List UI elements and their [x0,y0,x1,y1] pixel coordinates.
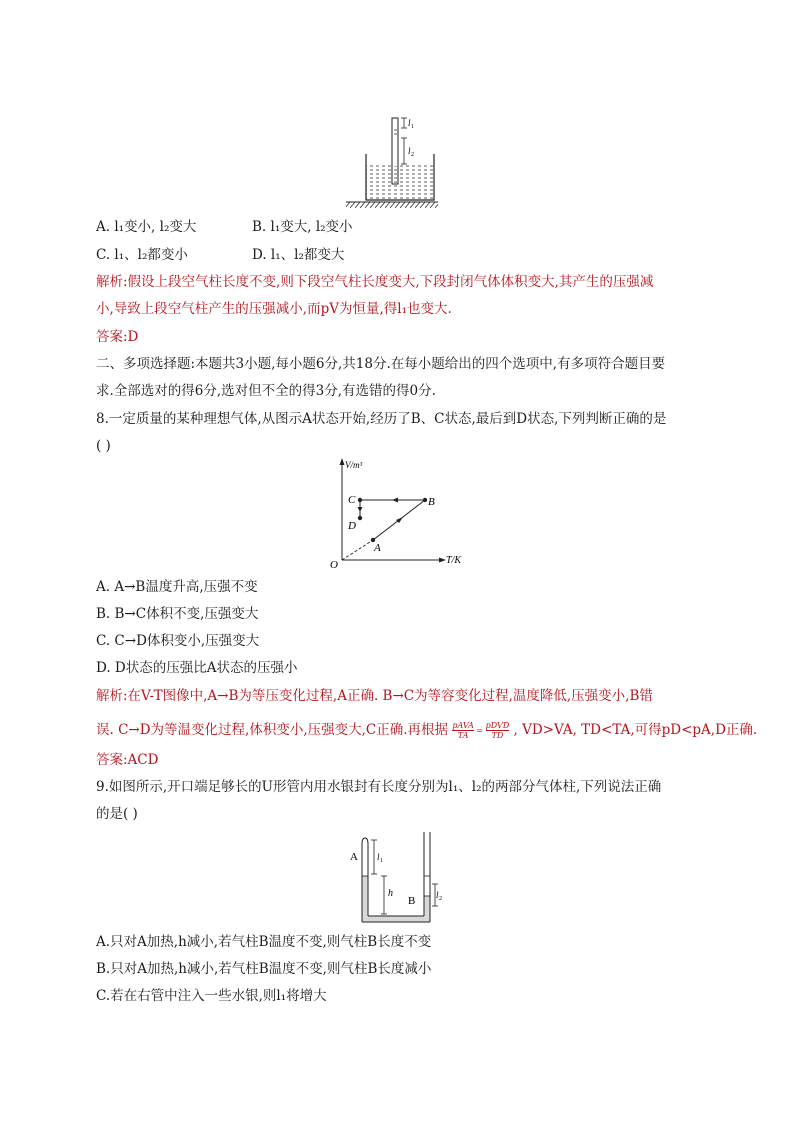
q8-point-b: B [428,496,435,508]
q9-option-b: B.只对A加热,h减小,若气柱B温度不变,则气柱B长度减小 [96,961,432,977]
q8-formula-right [486,721,510,740]
q8-formula-left [452,721,474,740]
q7-analysis-line1: 解析:假设上段空气柱长度不变,则下段空气柱长度变大,下段封闭气体体积变大,其产生的压强减 [96,274,654,290]
q9-l1-sub: 1 [380,858,383,864]
q7-option-d: D. l₁、l₂都变大 [252,247,345,263]
q9-l1-label: l [377,852,380,862]
q8-option-b: B. B→C体积不变,压强变大 [96,606,259,622]
q9-label-a: A [350,851,358,863]
q7-option-a: A. l₁变小, l₂变大 [96,219,197,235]
q8-option-c: C. C→D体积变小,压强变大 [96,633,260,649]
q8-analysis-line1: 解析:在V-T图像中,A→B为等压变化过程,A正确. B→C为等容变化过程,温度降低,压强变小,B错 [96,688,653,704]
q9-option-c: C.若在右管中注入一些水银,则l₁将增大 [96,988,327,1004]
q8-formula-left-num: pAVA [452,721,474,730]
q8-formula-left-den: TA [457,731,469,740]
q7-l2-label: l [408,146,411,156]
q8-answer: 答案:ACD [96,752,159,768]
q8-formula-eq: = [476,726,484,735]
q8-point-d: D [348,520,356,532]
q8-analysis-text: 误. C→D为等温变化过程,体积变小,压强变大,C正确.再根据 [96,722,449,738]
q7-l1-label: l [408,118,411,128]
section2-line2: 求.全部选对的得6分,选对但不全的得3分,有选错的得0分. [96,383,436,399]
q9-l2-sub: 2 [439,896,442,902]
q7-option-c: C. l₁、l₂都变小 [96,247,188,263]
section2-line1: 二、多项选择题:本题共3小题,每小题6分,共18分.在每小题给出的四个选项中,有多项符合题目要 [96,356,666,372]
q7-analysis-line2: 小,导致上段空气柱产生的压强减小,而pV为恒量,得l₁也变大. [96,301,452,317]
q8-xlabel: T/K [446,555,462,566]
q7-answer: 答案:D [96,329,139,345]
q9-l2-label: l [436,890,439,900]
q8-ylabel: V/m³ [345,460,363,470]
q8-option-d: D. D状态的压强比A状态的压强小 [96,660,298,676]
q8-formula-right-num: pDVD [485,721,510,730]
q8-formula-right-den: TD [491,731,504,740]
q9-h-label: h [388,888,393,899]
q9-option-a: A.只对A加热,h减小,若气柱B温度不变,则气柱B长度不变 [96,934,432,950]
q7-tube-figure [340,112,440,212]
q8-origin: O [330,559,338,571]
q8-option-a: A. A→B温度升高,压强不变 [96,579,258,595]
q7-option-b: B. l₁变大, l₂变小 [252,219,353,235]
q8-point-c: C [348,494,356,506]
q7-l2-sub: 2 [411,152,414,158]
q8-stem-line1: 8.一定质量的某种理想气体,从图示A状态开始,经历了B、C状态,最后到D状态,下列判断正确的是 [96,411,667,427]
q8-formula [452,721,509,740]
q8-point-a: A [374,542,381,554]
q9-u-tube-figure [344,830,444,926]
q8-analysis-tail: , VD>VA, TD<TA,可得pD<pA,D正确. [513,722,758,738]
q9-stem-line1: 9.如图所示,开口端足够长的U形管内用水银封有长度分别为l₁、l₂的两部分气体柱,下列说法正确 [96,779,662,795]
q7-l1-sub: 1 [411,124,414,130]
q9-stem-line2: 的是( ) [96,806,138,822]
q8-analysis-line2 [96,720,757,740]
q9-label-b: B [408,895,416,907]
q8-stem-line2: ( ) [96,438,111,454]
q8-vt-graph [324,456,474,572]
